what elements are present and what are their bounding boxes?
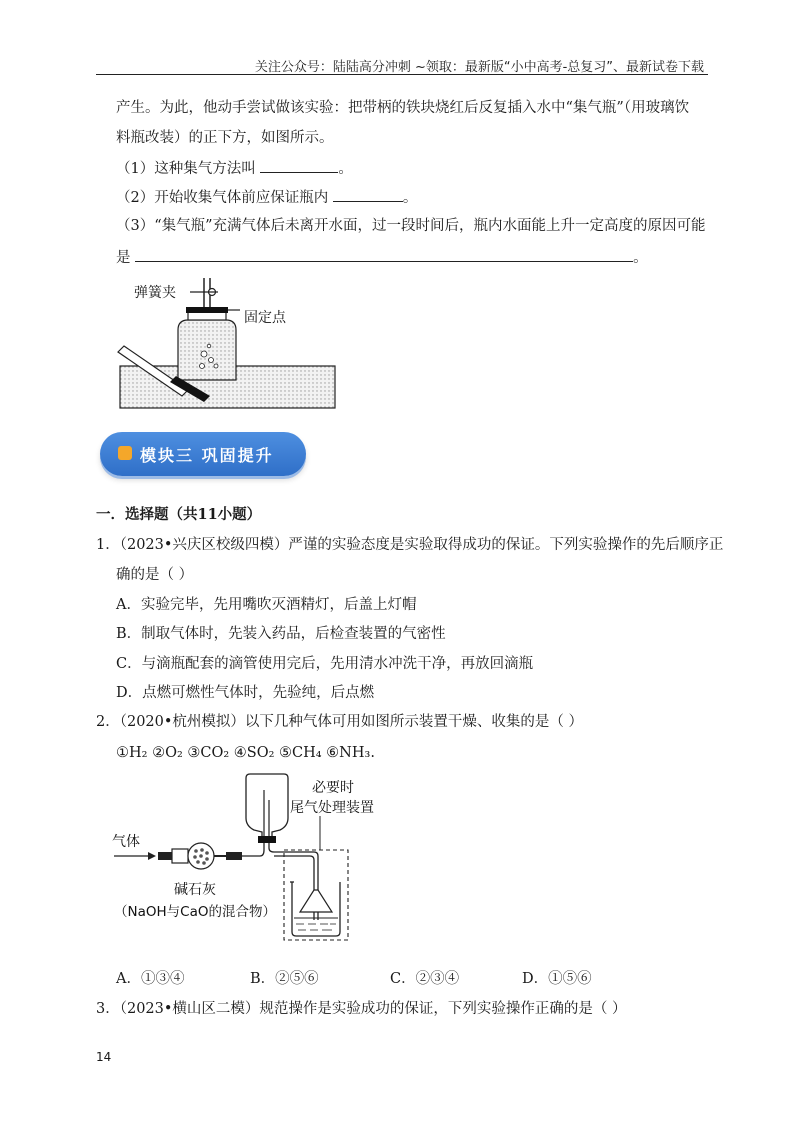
q2-option-a[interactable]: A．①③④	[116, 971, 185, 987]
answer-blank-2[interactable]	[333, 187, 403, 202]
figure-drying-apparatus	[110, 770, 430, 950]
subquestion-2	[116, 187, 417, 208]
q2-option-b[interactable]: B．②⑤⑥	[250, 971, 319, 987]
figure-bottle-collection	[112, 274, 352, 414]
q1-option-c[interactable]: C．与滴瓶配套的滴管使用完后，先用清水冲洗干净，再放回滴瓶	[116, 656, 534, 672]
label-soda-lime-note: （NaOH与CaO的混合物）	[114, 904, 276, 920]
answer-blank-3[interactable]	[135, 247, 633, 262]
section-banner	[100, 432, 306, 476]
label-soda-lime: 碱石灰	[174, 882, 216, 898]
subquestion-3-line-1: （3）“集气瓶”充满气体后未离开水面，过一段时间后，瓶内水面能上升一定高度的原因可能	[116, 218, 706, 234]
q2-option-c[interactable]: C．②③④	[390, 971, 460, 987]
subquestion-3-start: 是	[116, 250, 131, 266]
bottle-shape	[178, 320, 236, 380]
label-spring-clip: 弹簧夹	[134, 285, 176, 301]
page-number: 14	[96, 1050, 112, 1064]
label-tail-2: 尾气处理装置	[290, 800, 374, 816]
label-tail-1: 必要时	[312, 780, 354, 796]
collecting-bottle	[246, 774, 288, 842]
subquestion-1-text: （1）这种集气方法叫	[116, 161, 256, 177]
label-gas: 气体	[112, 834, 140, 850]
continued-line-2: 料瓶改装）的正下方，如图所示。	[116, 130, 334, 146]
q2-gases: ①H₂ ②O₂ ③CO₂ ④SO₂ ⑤CH₄ ⑥NH₃.	[116, 745, 375, 761]
answer-blank-1[interactable]	[260, 158, 338, 173]
q3-line-1: 3．（2023•横山区二模）规范操作是实验成功的保证，下列实验操作正确的是（ ）	[96, 1001, 627, 1017]
q1-option-b[interactable]: B．制取气体时，先装入药品，后检查装置的气密性	[116, 626, 446, 642]
subquestion-3-end: 。	[633, 250, 648, 266]
q1-line-1: 1．（2023•兴庆区校级四模）严谨的实验态度是实验取得成功的保证。下列实验操作的先后顺序正	[96, 537, 724, 553]
subquestion-3-line-2	[116, 247, 648, 268]
subquestion-1	[116, 158, 353, 179]
page-header: 关注公众号：陆陆高分冲刺 ~领取：最新版“小中高考-总复习”、最新试卷下载	[254, 60, 704, 75]
label-fixed-point: 固定点	[244, 310, 286, 326]
bulb-icon	[118, 446, 132, 460]
q2-line-1: 2．（2020•杭州模拟）以下几种气体可用如图所示装置干燥、收集的是（ ）	[96, 714, 584, 730]
section-title: 模块三 巩固提升	[140, 446, 274, 465]
q1-option-d[interactable]: D．点燃可燃性气体时，先验纯，后点燃	[116, 685, 375, 701]
subquestion-2-end: 。	[402, 190, 418, 206]
subquestion-2-text: （2）开始收集气体前应保证瓶内	[116, 190, 329, 206]
part-title: 一．选择题（共11小题）	[96, 506, 262, 523]
q1-option-a[interactable]: A．实验完毕，先用嘴吹灭酒精灯，后盖上灯帽	[116, 597, 417, 613]
subquestion-1-end: 。	[338, 161, 353, 177]
header-rule	[96, 74, 708, 75]
continued-line-1: 产生。为此，他动手尝试做该实验：把带柄的铁块烧红后反复插入水中“集气瓶”（用玻璃饮	[116, 100, 690, 116]
q2-option-d[interactable]: D．①⑤⑥	[522, 971, 592, 987]
q1-line-2: 确的是（ ）	[116, 567, 194, 583]
